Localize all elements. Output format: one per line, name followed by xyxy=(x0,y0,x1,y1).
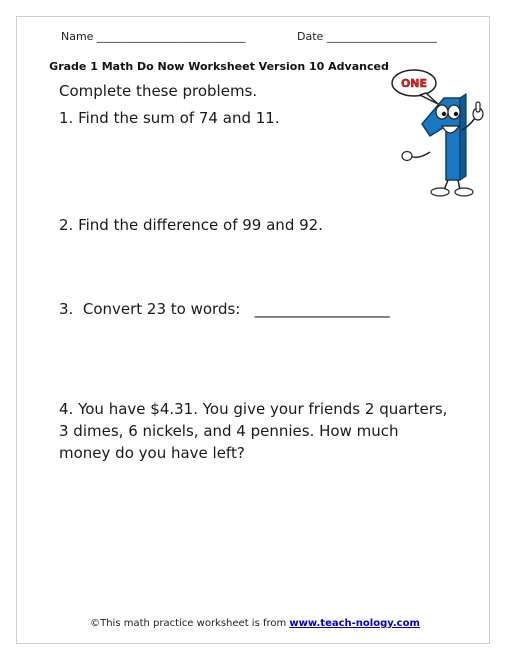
footer xyxy=(0,618,510,629)
right-shoe xyxy=(455,188,473,196)
speech-bubble-tail xyxy=(420,93,438,104)
problem-3: 3. Convert 23 to words: __________________ xyxy=(59,300,390,318)
number-one-mascot-icon xyxy=(386,64,492,200)
right-pupil xyxy=(454,112,458,116)
left-shoe xyxy=(431,188,449,196)
instructions: Complete these problems. xyxy=(59,82,258,100)
footer-text: ©This math practice worksheet is from xyxy=(90,618,290,629)
date-field: Date ____________________ xyxy=(297,30,437,43)
problem-1: 1. Find the sum of 74 and 11. xyxy=(59,109,280,127)
speech-bubble-text: ONE xyxy=(400,77,428,90)
teach-nology-link[interactable]: www.teach-nology.com xyxy=(289,618,420,629)
digit-side xyxy=(460,94,466,180)
right-eye xyxy=(448,105,460,119)
left-eye xyxy=(436,105,448,119)
left-hand xyxy=(402,152,412,161)
left-pupil xyxy=(442,112,446,116)
name-field: Name ___________________________ xyxy=(61,30,246,43)
problem-2: 2. Find the difference of 99 and 92. xyxy=(59,216,323,234)
left-arm xyxy=(410,152,430,157)
worksheet-title-text: Grade 1 Math Do Now Worksheet Version 10 Advanced xyxy=(49,60,389,73)
pointing-finger xyxy=(476,102,480,112)
problem-4: 4. You have $4.31. You give your friends 2 quarters, 3 dimes, 6 nickels, and 4 pennies. How much money do you have left? xyxy=(59,400,448,462)
